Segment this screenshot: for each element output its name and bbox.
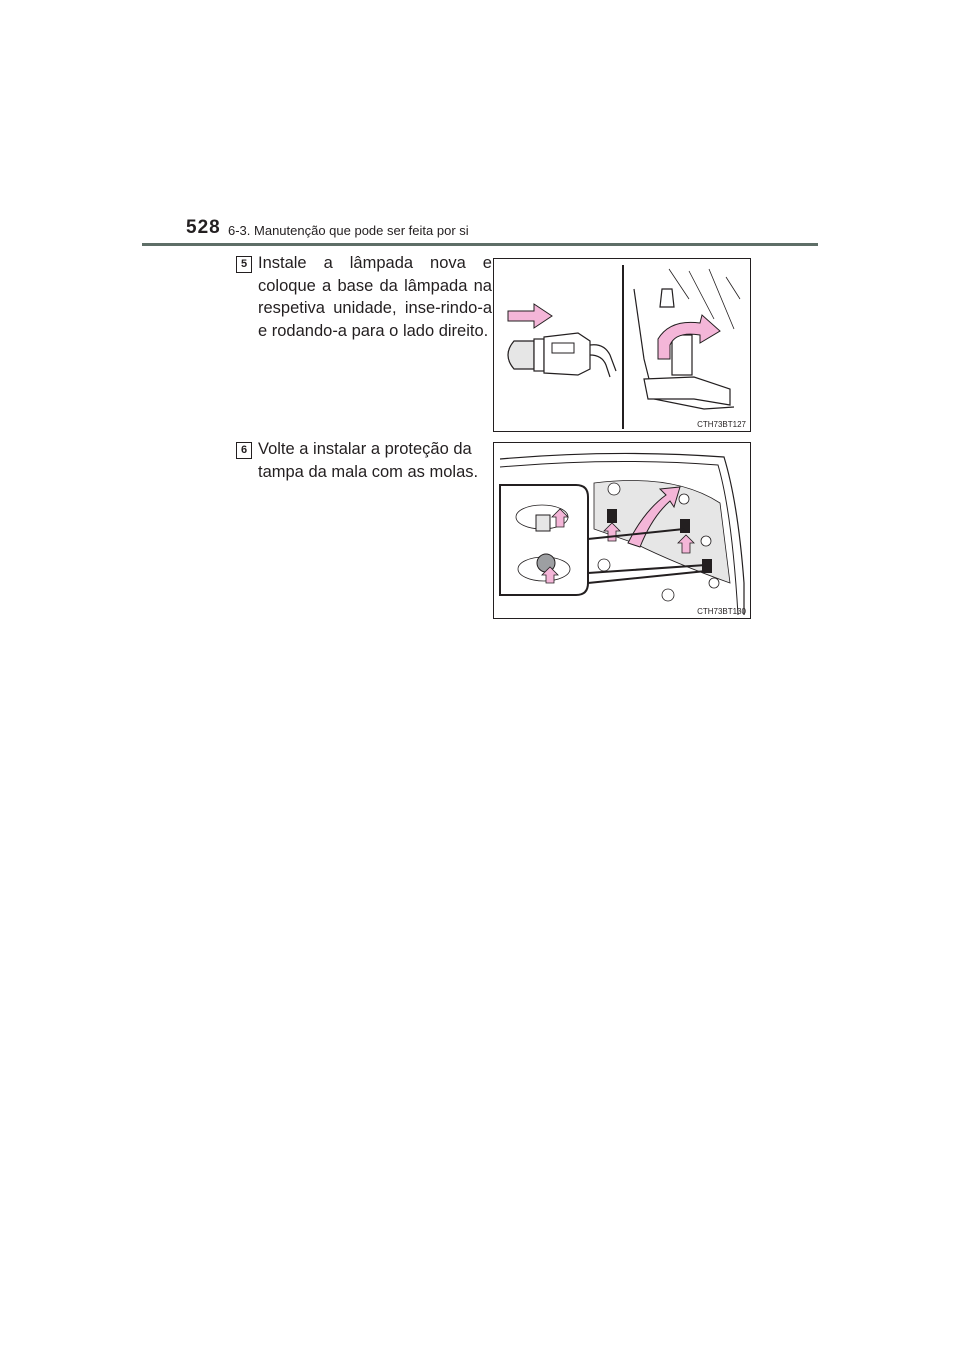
step-instruction: Volte a instalar a proteção da tampa da mala com as molas. — [258, 440, 479, 481]
step-number-badge: 5 — [236, 256, 252, 273]
step-instruction: Instale a lâmpada nova e coloque a base da lâmpada na respetiva unidade, inse-rindo-a e rodando-a para o lado direito. — [258, 254, 492, 340]
header-rule — [142, 243, 818, 246]
section-title: 6-3. Manutenção que pode ser feita por si — [228, 223, 469, 238]
figure-code: CTH73BT130 — [697, 607, 746, 616]
trunk-lid-drawing — [494, 443, 750, 618]
page-number: 528 — [186, 217, 221, 238]
step-number-badge: 6 — [236, 442, 252, 459]
bulb-install-illustration — [493, 258, 751, 432]
bulb-install-drawing — [494, 259, 750, 431]
trunk-lid-trim-illustration — [493, 442, 751, 619]
figure-code: CTH73BT127 — [697, 420, 746, 429]
push-arrow-icon — [508, 304, 552, 328]
lamp-housing — [634, 269, 740, 409]
bulb-icon — [508, 333, 616, 377]
